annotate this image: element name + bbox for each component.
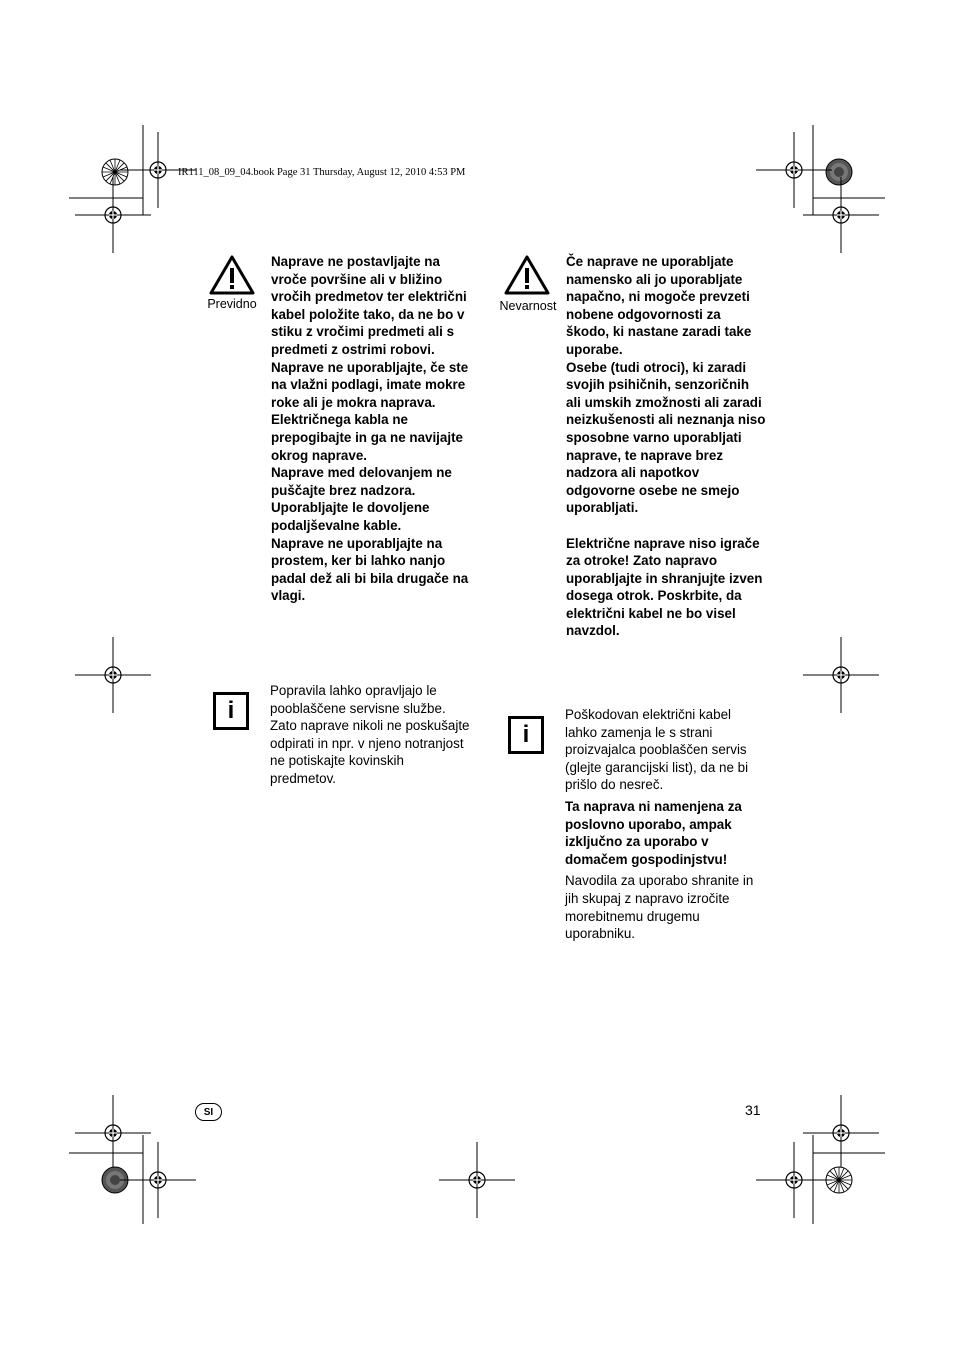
caution-paragraph: Naprave ne postavljajte na vroče površine ali v bližino vročih predmetov ter električni kabel položite tako, da ne bo v stiku z vročimi predmeti ali s predmeti z ostrimi robovi. [271,254,467,357]
info-paragraph: Popravila lahko opravljajo le pooblaščene servisne službe. Zato naprave nikoli ne poskušajte odpirati in npr. v njeno notranjost ne potiskajte kovinskih predmetov. [270,683,470,786]
danger-paragraph: Če naprave ne uporabljate namensko ali jo uporabljate napačno, ni mogoče prevzeti nobene odgovornosti za škodo, ki nastane zaradi take uporabe. [566,254,752,357]
info-text [565,706,765,943]
info-paragraph: Navodila za uporabo shranite in jih skupaj z napravo izročite morebitnemu drugemu uporabniku. [565,873,754,942]
info-paragraph: Poškodovan električni kabel lahko zamenja le s strani proizvajalca pooblaščen servis (glejte garancijski list), da ne bi prišlo do nesreč. [565,707,749,793]
info-icon: i [213,692,249,730]
caution-paragraph: Električnega kabla ne prepogibajte in ga ne navijajte okrog naprave. [271,412,463,463]
danger-label: Nevarnost [499,299,557,313]
warning-triangle-icon [209,254,255,296]
caution-text [271,253,471,605]
info-text [270,682,470,788]
info-icon: i [508,716,544,754]
caution-paragraph: Naprave ne uporabljajte na prostem, ker bi lahko nanjo padal dež ali bi bila drugače na vlagi. [271,535,469,604]
paragraph-spacer [566,517,766,535]
info-paragraph-bold: Ta naprava ni namenjena za poslovno uporabo, ampak izključno za uporabo v domačem gospodinjstvu! [565,798,742,867]
print-file-info: IR111_08_09_04.book Page 31 Thursday, August 12, 2010 4:53 PM [178,167,466,178]
caution-paragraph: Uporabljajte le dovoljene podaljševalne kable. [271,500,430,533]
caution-block-icon [209,254,255,301]
danger-block-icon [504,254,550,301]
danger-text [566,253,766,640]
language-badge: SI [195,1103,222,1121]
danger-paragraph: Osebe (tudi otroci), ki zaradi svojih psihičnih, senzoričnih ali umskih zmožnosti ali zaradi neizkušenosti ali neznanja niso sposobne varno uporabljati naprave, te naprave brez nadzora ali napotkov odgovorne osebe ne smejo uporabljati. [566,359,766,516]
danger-paragraph: Električne naprave niso igrače za otroke! Zato napravo uporabljajte in shranjujte izven dosega otrok. Poskrbite, da električni kabel ne bo visel navzdol. [566,535,763,639]
warning-triangle-icon [504,254,550,296]
caution-paragraph: Naprave ne uporabljajte, če ste na vlažni podlagi, imate mokre roke ali je mokra naprava. [271,359,469,410]
page-number: 31 [745,1102,761,1118]
caution-label: Previdno [207,297,257,311]
caution-paragraph: Naprave med delovanjem ne puščajte brez nadzora. [271,465,452,498]
